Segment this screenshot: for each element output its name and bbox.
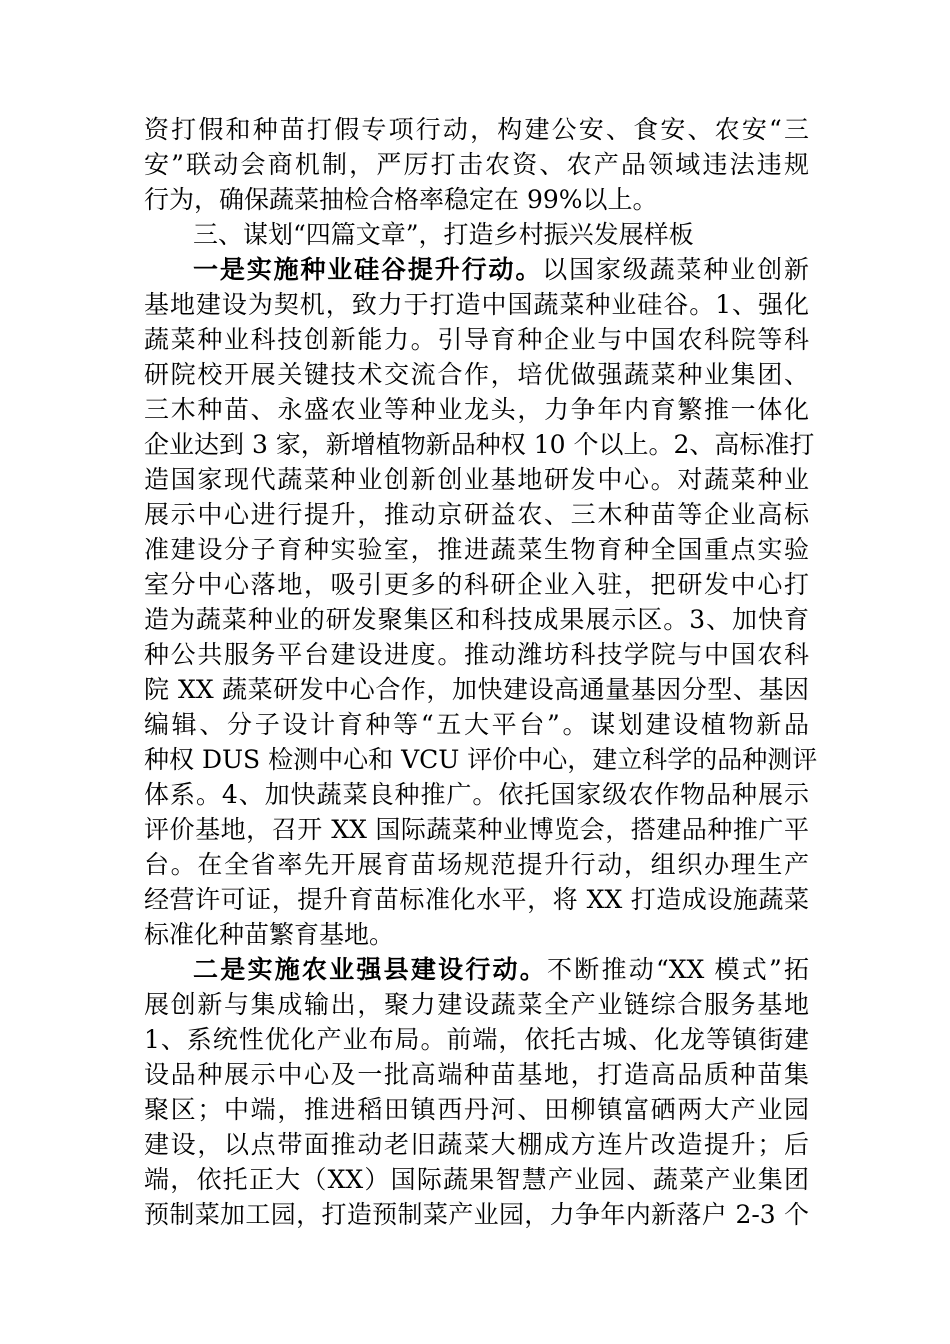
line-text: 1、系统性优化产业布局。前端，依托古城、化龙等镇街建 [144, 1025, 809, 1054]
text-line [144, 672, 809, 707]
line-text: 预制菜加工园，打造预制菜产业园，力争年内新落户 2-3 个 [144, 1200, 809, 1229]
line-text: 端，依托正大（XX）国际蔬果智慧产业园、蔬菜产业集团 [144, 1165, 809, 1194]
document-body [144, 112, 818, 1232]
line-text: 资打假和种苗打假专项行动，构建公安、食安、农安“三 [144, 115, 809, 144]
text-line [144, 1057, 809, 1092]
line-text: 展创新与集成输出，聚力建设蔬菜全产业链综合服务基地 [144, 990, 809, 1019]
text-line [144, 882, 809, 917]
text-line [144, 952, 809, 987]
line-text: 以国家级蔬菜种业创新 [542, 255, 809, 284]
text-line [144, 182, 809, 217]
line-text: 三、谋划“四篇文章”，打造乡村振兴发展样板 [193, 220, 694, 249]
text-line [144, 1022, 809, 1057]
text-line [144, 1092, 809, 1127]
text-line [144, 392, 809, 427]
line-text: 聚区；中端，推进稻田镇西丹河、田柳镇富硒两大产业园 [144, 1095, 809, 1124]
line-text: 三木种苗、永盛农业等种业龙头，力争年内育繁推一体化 [144, 395, 809, 424]
text-line [144, 987, 809, 1022]
line-text: 展示中心进行提升，推动京研益农、三木种苗等企业高标 [144, 500, 809, 529]
text-line [144, 847, 809, 882]
text-line [144, 357, 809, 392]
line-text: 种公共服务平台建设进度。推动潍坊科技学院与中国农科 [144, 640, 809, 669]
text-line [144, 602, 809, 637]
line-text: 室分中心落地，吸引更多的科研企业入驻，把研发中心打 [144, 570, 809, 599]
line-text: 编辑、分子设计育种等“五大平台”。谋划建设植物新品 [144, 710, 809, 739]
line-text: 研院校开展关键技术交流合作，培优做强蔬菜种业集团、 [144, 360, 809, 389]
text-line [144, 532, 809, 567]
line-text: 台。在全省率先开展育苗场规范提升行动，组织办理生产 [144, 850, 809, 879]
text-line [144, 1197, 809, 1232]
line-text: 基地建设为契机，致力于打造中国蔬菜种业硅谷。1、强化 [144, 290, 809, 319]
bold-heading: 一是实施种业硅谷提升行动。 [193, 255, 543, 284]
line-text: 院 XX 蔬菜研发中心合作，加快建设高通量基因分型、基因 [144, 675, 809, 704]
text-line [144, 777, 809, 812]
line-text: 评价基地，召开 XX 国际蔬菜种业博览会，搭建品种推广平 [144, 815, 809, 844]
text-line [144, 742, 818, 777]
line-text: 种权 DUS 检测中心和 VCU 评价中心，建立科学的品种测评 [144, 745, 818, 774]
text-line [144, 217, 809, 252]
text-line [144, 567, 809, 602]
text-line [144, 462, 809, 497]
line-text: 安”联动会商机制，严厉打击农资、农产品领域违法违规 [144, 150, 809, 179]
line-text: 不断推动“XX 模式”拓 [547, 955, 809, 984]
bold-heading: 二是实施农业强县建设行动。 [193, 955, 548, 984]
line-text: 标准化种苗繁育基地。 [144, 920, 395, 949]
line-text: 建设，以点带面推动老旧蔬菜大棚成方连片改造提升；后 [144, 1130, 809, 1159]
text-line [144, 112, 809, 147]
text-line [144, 322, 809, 357]
line-text: 准建设分子育种实验室，推进蔬菜生物育种全国重点实验 [144, 535, 809, 564]
text-line [144, 917, 809, 952]
text-line [144, 497, 809, 532]
line-text: 蔬菜种业科技创新能力。引导育种企业与中国农科院等科 [144, 325, 809, 354]
line-text: 造国家现代蔬菜种业创新创业基地研发中心。对蔬菜种业 [144, 465, 809, 494]
line-text: 企业达到 3 家，新增植物新品种权 10 个以上。2、高标准打 [144, 430, 815, 459]
line-text: 体系。4、加快蔬菜良种推广。依托国家级农作物品种展示 [144, 780, 809, 809]
text-line [144, 252, 809, 287]
line-text: 经营许可证，提升育苗标准化水平，将 XX 打造成设施蔬菜 [144, 885, 809, 914]
text-line [144, 1162, 809, 1197]
text-line [144, 287, 809, 322]
line-text: 设品种展示中心及一批高端种苗基地，打造高品质种苗集 [144, 1060, 809, 1089]
text-line [144, 812, 809, 847]
text-line [144, 707, 809, 742]
text-line [144, 1127, 809, 1162]
text-line [144, 637, 809, 672]
line-text: 造为蔬菜种业的研发聚集区和科技成果展示区。3、加快育 [144, 605, 809, 634]
text-line [144, 427, 815, 462]
text-line [144, 147, 809, 182]
line-text: 行为，确保蔬菜抽检合格率稳定在 99%以上。 [144, 185, 658, 214]
